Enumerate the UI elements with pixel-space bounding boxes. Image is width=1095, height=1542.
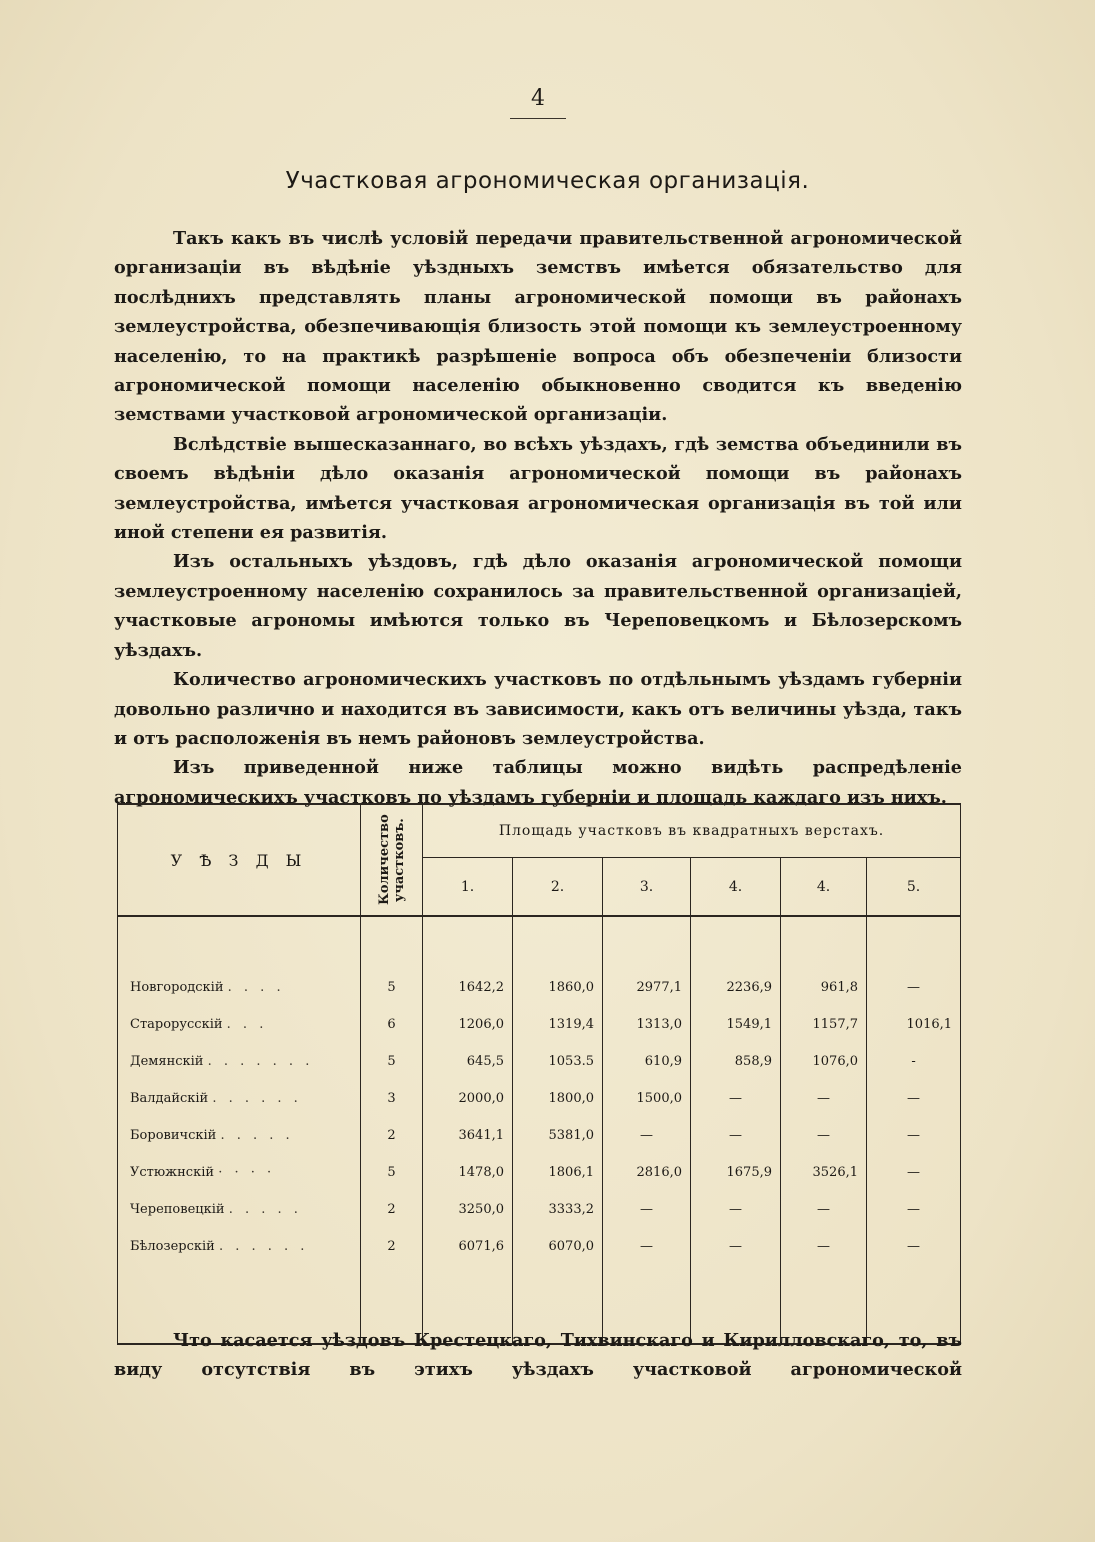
area-cell: 3250,0: [423, 1191, 513, 1228]
table-row: [118, 1006, 961, 1043]
leader-dots: . . . . .: [220, 1128, 294, 1143]
district-name: Устюжнскій: [130, 1165, 215, 1180]
district-cell: [118, 1117, 361, 1154]
count-cell: 2: [361, 1117, 423, 1154]
area-cell: 610,9: [603, 1043, 691, 1080]
area-cell: 2816,0: [603, 1154, 691, 1191]
area-cell: 2236,9: [691, 969, 781, 1006]
paragraph: Количество агрономическихъ участковъ по отдѣльнымъ уѣздамъ губерніи довольно различно и находится въ зависимости, какъ отъ величины уѣзда, такъ и отъ расположенія въ немъ районовъ землеустройства.: [114, 669, 962, 749]
leader-dots: . . . . . . .: [207, 1054, 314, 1069]
body-text: [114, 224, 962, 812]
area-cell: 1016,1: [867, 1006, 961, 1043]
area-cell: 3526,1: [781, 1154, 867, 1191]
header-col: 5.: [867, 858, 961, 916]
area-cell: —: [603, 1117, 691, 1154]
header-area: Площадь участковъ въ квадратныхъ верстахъ.: [423, 804, 961, 858]
area-cell: —: [867, 969, 961, 1006]
area-cell: —: [867, 1154, 961, 1191]
area-cell: 1500,0: [603, 1080, 691, 1117]
paragraph: Изъ приведенной ниже таблицы можно видѣть распредѣленіе агрономическихъ участковъ по уѣздамъ губерніи и площадь каждаго изъ нихъ.: [114, 757, 962, 808]
paragraph: Вслѣдствіе вышесказаннаго, во всѣхъ уѣздахъ, гдѣ земства объединили въ своемъ вѣдѣніи дѣло оказанія агрономической помощи въ районахъ землеустройства, имѣется участковая агрономическая организація въ той или иной степени ея развитія.: [114, 433, 962, 544]
area-cell: 645,5: [423, 1043, 513, 1080]
leader-dots: · · · ·: [218, 1165, 276, 1180]
area-cell: —: [781, 1228, 867, 1265]
header-col: 3.: [603, 858, 691, 916]
district-name: Демянскій: [130, 1054, 204, 1069]
count-cell: 5: [361, 969, 423, 1006]
area-cell: 1313,0: [603, 1006, 691, 1043]
count-cell: 2: [361, 1228, 423, 1265]
area-cell: 5381,0: [513, 1117, 603, 1154]
district-cell: [118, 1080, 361, 1117]
table-body: [118, 916, 961, 1344]
area-cell: 1549,1: [691, 1006, 781, 1043]
area-cell: 1800,0: [513, 1080, 603, 1117]
area-cell: 1206,0: [423, 1006, 513, 1043]
district-cell: [118, 1154, 361, 1191]
district-cell: [118, 1228, 361, 1265]
table-row: [118, 1191, 961, 1228]
paragraph: Изъ остальныхъ уѣздовъ, гдѣ дѣло оказанія агрономической помощи землеустроенному населенію сохранилось за правительственной организаціей, участковые агрономы имѣются только въ Череповецкомъ и Бѣлозерскомъ уѣздахъ.: [114, 551, 962, 661]
area-cell: 1675,9: [691, 1154, 781, 1191]
table-row: [118, 1117, 961, 1154]
page-number-rule: [510, 118, 566, 119]
area-cell: 1806,1: [513, 1154, 603, 1191]
area-cell: 1860,0: [513, 969, 603, 1006]
district-name: Бѣлозерскій: [130, 1239, 215, 1254]
area-cell: —: [867, 1117, 961, 1154]
area-cell: 961,8: [781, 969, 867, 1006]
district-name: Новгородскій: [130, 980, 224, 995]
header-col: 4.: [691, 858, 781, 916]
area-cell: 1076,0: [781, 1043, 867, 1080]
leader-dots: . . . . .: [228, 1202, 302, 1217]
area-cell: 6070,0: [513, 1228, 603, 1265]
header-col: 1.: [423, 858, 513, 916]
area-cell: —: [867, 1080, 961, 1117]
district-cell: [118, 969, 361, 1006]
closing-text-block: [114, 1326, 962, 1385]
district-cell: [118, 1043, 361, 1080]
count-cell: 3: [361, 1080, 423, 1117]
area-cell: 1642,2: [423, 969, 513, 1006]
area-cell: —: [867, 1191, 961, 1228]
table-row: [118, 1043, 961, 1080]
table-row: [118, 969, 961, 1006]
area-cell: 1478,0: [423, 1154, 513, 1191]
paragraph: Такъ какъ въ числѣ условій передачи правительственной агрономической организаціи въ вѣдѣніе уѣздныхъ земствъ имѣется обязательство для послѣднихъ представлять планы агрономической помощи въ районахъ землеустройства, обезпечивающія близость этой помощи къ землеустроенному населенію, то на практикѣ разрѣшеніе вопроса объ обезпеченіи близости агрономической помощи населенію обыкновенно сводится къ введенію земствами участковой агрономической организаціи.: [114, 228, 962, 426]
area-cell: 1157,7: [781, 1006, 867, 1043]
leader-dots: . . . . . .: [212, 1091, 302, 1106]
area-cell: —: [691, 1117, 781, 1154]
page-number: 4: [531, 86, 545, 111]
table-row: [118, 1154, 961, 1191]
area-cell: 3641,1: [423, 1117, 513, 1154]
district-cell: [118, 1191, 361, 1228]
leader-dots: . . . .: [227, 980, 285, 995]
area-cell: 2977,1: [603, 969, 691, 1006]
count-cell: 5: [361, 1154, 423, 1191]
area-cell: —: [781, 1080, 867, 1117]
table-row: [118, 1080, 961, 1117]
section-title: Участковая агрономическая организація.: [285, 168, 810, 194]
area-cell: —: [781, 1117, 867, 1154]
area-cell: —: [603, 1228, 691, 1265]
area-cell: 1053.5: [513, 1043, 603, 1080]
district-name: Старорусскій: [130, 1017, 223, 1032]
leader-dots: . . .: [226, 1017, 268, 1032]
area-cell: -: [867, 1043, 961, 1080]
area-cell: 1319,4: [513, 1006, 603, 1043]
area-cell: 2000,0: [423, 1080, 513, 1117]
count-cell: 2: [361, 1191, 423, 1228]
closing-paragraph: Что касается уѣздовъ Крестецкаго, Тихвинскаго и Кирилловскаго, то, въ виду отсутствія въ этихъ уѣздахъ участковой агрономической: [114, 1330, 962, 1381]
area-cell: —: [691, 1191, 781, 1228]
area-cell: —: [691, 1228, 781, 1265]
district-name: Валдайскій: [130, 1091, 209, 1106]
header-col: 2.: [513, 858, 603, 916]
area-cell: —: [867, 1228, 961, 1265]
districts-table: [117, 803, 960, 1313]
header-col: 4.: [781, 858, 867, 916]
header-districts: У Ѣ З Д Ы: [118, 804, 361, 916]
leader-dots: . . . . . .: [218, 1239, 309, 1254]
district-cell: [118, 1006, 361, 1043]
count-cell: 5: [361, 1043, 423, 1080]
header-count: [361, 804, 423, 916]
table-row: [118, 1228, 961, 1265]
area-cell: 6071,6: [423, 1228, 513, 1265]
area-cell: 3333,2: [513, 1191, 603, 1228]
count-cell: 6: [361, 1006, 423, 1043]
area-cell: —: [603, 1191, 691, 1228]
district-name: Череповецкій: [130, 1202, 225, 1217]
header-count-label: Количество участковъ.: [376, 814, 407, 906]
area-cell: —: [781, 1191, 867, 1228]
area-cell: 858,9: [691, 1043, 781, 1080]
area-cell: —: [691, 1080, 781, 1117]
district-name: Боровичскій: [130, 1128, 217, 1143]
